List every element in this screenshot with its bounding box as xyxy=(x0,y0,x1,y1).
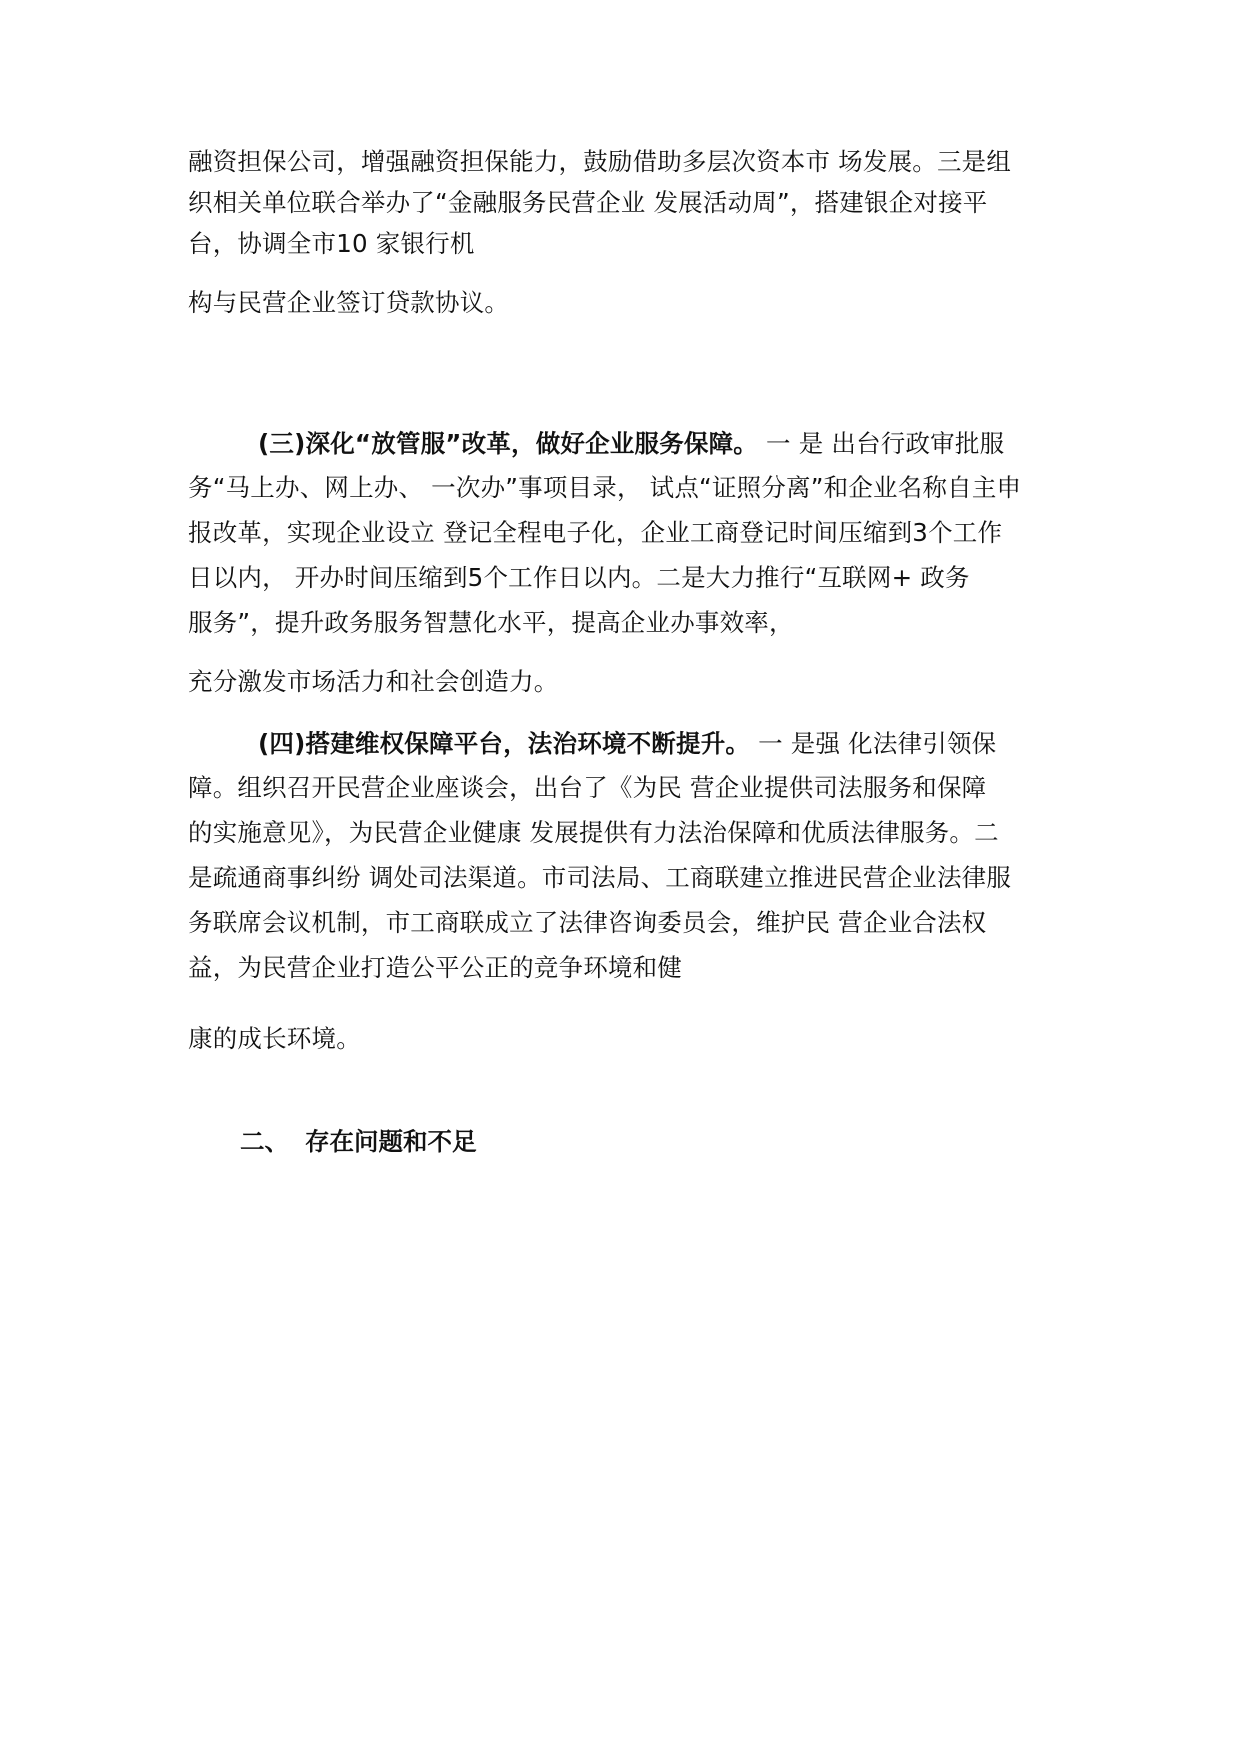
section-number: 二、 xyxy=(240,1127,289,1156)
para1-line4: 构与民营企业签订贷款协议。 xyxy=(188,288,510,317)
para3-heading-number: (四) xyxy=(258,729,306,758)
section-title: 存在问题和不足 xyxy=(305,1127,477,1156)
para2-heading-text: 深化“放管服”改革，做好企业服务保障。 xyxy=(305,429,759,458)
para2-line3: 报改革，实现企业设立 登记全程电子化，企业工商登记时间压缩到3个工作 xyxy=(188,518,1003,547)
para3-line1 xyxy=(258,727,996,761)
para3-line2: 障。组织召开民营企业座谈会，出台了《为民 营企业提供司法服务和保障 xyxy=(188,773,987,802)
para1-line3: 台，协调全市10 家银行机 xyxy=(188,229,475,258)
para2-line1 xyxy=(258,427,1004,461)
para3-line7: 康的成长环境。 xyxy=(188,1024,361,1053)
para3-heading-text: 搭建维权保障平台，法治环境不断提升。 xyxy=(305,729,751,758)
section-heading-2 xyxy=(240,1125,477,1159)
para2-line1-rest: 一 是 出台行政审批服 xyxy=(758,429,1005,458)
para3-line1-rest: 一 是强 化法律引领保 xyxy=(750,729,997,758)
para2-line6: 充分激发市场活力和社会创造力。 xyxy=(188,667,559,696)
para2-line2: 务“马上办、网上办、 一次办”事项目录， 试点“证照分离”和企业名称自主申 xyxy=(188,473,1022,502)
para3-line5: 务联席会议机制，市工商联成立了法律咨询委员会，维护民 营企业合法权 xyxy=(188,908,987,937)
para1-line2: 织相关单位联合举办了“金融服务民营企业 发展活动周”，搭建银企对接平 xyxy=(188,188,988,217)
para3-line6: 益，为民营企业打造公平公正的竞争环境和健 xyxy=(188,953,682,982)
para2-line4: 日以内， 开办时间压缩到5个工作日以内。二是大力推行“互联网+ 政务 xyxy=(188,563,970,592)
para3-line4: 是疏通商事纠纷 调处司法渠道。市司法局、工商联建立推进民营企业法律服 xyxy=(188,863,1012,892)
para3-line3: 的实施意见》，为民营企业健康 发展提供有力法治保障和优质法律服务。二 xyxy=(188,818,999,847)
para1-line1: 融资担保公司，增强融资担保能力，鼓励借助多层次资本市 场发展。三是组 xyxy=(188,147,1012,176)
para2-line5: 服务”，提升政务服务智慧化水平，提高企业办事效率， xyxy=(188,608,794,637)
para2-heading-number: (三) xyxy=(258,429,306,458)
